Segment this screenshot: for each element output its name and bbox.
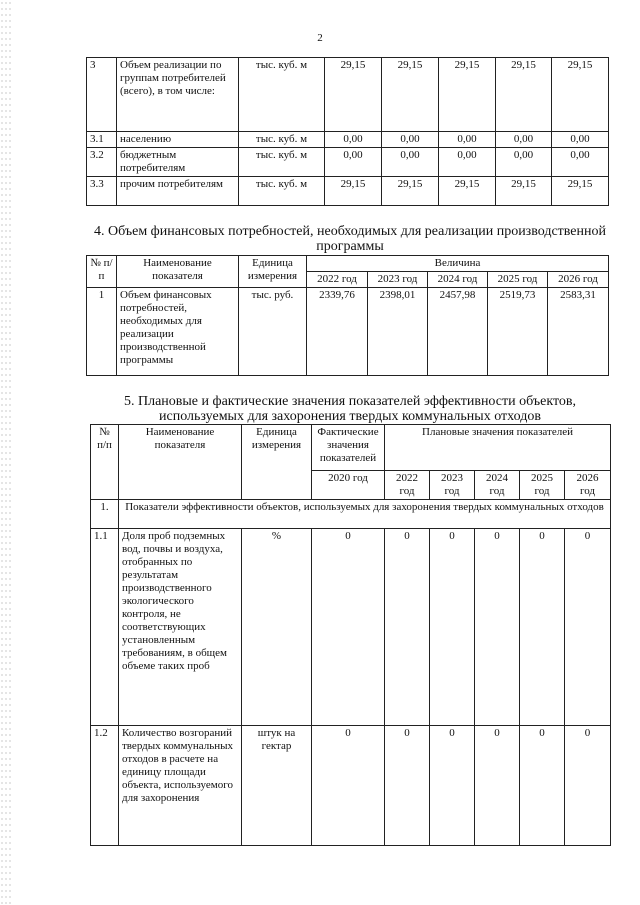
value-cell: 29,15 [325, 177, 382, 206]
row-unit: штук на гектар [242, 726, 312, 846]
header-fact-year: 2020 год [312, 471, 385, 500]
row-name: прочим потребителям [117, 177, 239, 206]
row-name: Количество возгораний твердых коммунальных отходов в расчете на единицу площади объекта, используемого для захоронения [119, 726, 242, 846]
value-cell: 0,00 [325, 132, 382, 148]
value-cell: 0 [520, 726, 565, 846]
row-unit: тыс. куб. м [239, 58, 325, 132]
value-cell: 29,15 [439, 58, 496, 132]
value-cell: 0 [385, 529, 430, 726]
value-cell: 0,00 [552, 148, 609, 177]
value-cell: 29,15 [325, 58, 382, 132]
row-name: населению [117, 132, 239, 148]
header-fact: Фактические значения показателей [312, 425, 385, 471]
row-name: Объем финансовых потребностей, необходимых для реализации производственной программы [117, 288, 239, 376]
row-number: 3.2 [87, 148, 117, 177]
header-num: № п/п [87, 256, 117, 288]
table-sales-volume [86, 57, 609, 206]
table-row [87, 148, 609, 177]
header-row [87, 256, 609, 272]
fact-cell: 0 [312, 726, 385, 846]
value-cell: 2339,76 [307, 288, 368, 376]
value-cell: 0,00 [439, 148, 496, 177]
header-unit: Единица измерения [242, 425, 312, 500]
value-cell: 0 [520, 529, 565, 726]
scan-edge-noise [0, 0, 12, 905]
row-name: бюджетным потребителям [117, 148, 239, 177]
section-5-title: 5. Плановые и фактические значения показателей эффективности объектов, используемых для захоронения твердых коммунальных отходов [123, 394, 576, 424]
row-number: 1.2 [91, 726, 119, 846]
value-cell: 0 [385, 726, 430, 846]
header-num: № п/п [91, 425, 119, 500]
group-row [91, 500, 611, 529]
group-number: 1. [91, 500, 119, 529]
group-title: Показатели эффективности объектов, используемых для захоронения твердых коммунальных отходов [119, 500, 611, 529]
row-number: 3 [87, 58, 117, 132]
value-cell: 0,00 [439, 132, 496, 148]
value-cell: 0,00 [382, 132, 439, 148]
table-row [87, 132, 609, 148]
row-name: Объем реализации по группам потребителей (всего), в том числе: [117, 58, 239, 132]
row-unit: тыс. руб. [239, 288, 307, 376]
value-cell: 29,15 [382, 58, 439, 132]
value-cell: 0,00 [496, 148, 552, 177]
header-year: 2023 год [430, 471, 475, 500]
header-value: Величина [307, 256, 609, 272]
value-cell: 0 [475, 529, 520, 726]
header-unit: Единица измерения [239, 256, 307, 288]
value-cell: 0,00 [382, 148, 439, 177]
header-year: 2022 год [307, 272, 368, 288]
row-number: 3.1 [87, 132, 117, 148]
row-unit: тыс. куб. м [239, 177, 325, 206]
row-number: 1.1 [91, 529, 119, 726]
value-cell: 29,15 [552, 177, 609, 206]
table-row [87, 58, 609, 132]
value-cell: 0 [430, 529, 475, 726]
value-cell: 2519,73 [488, 288, 548, 376]
header-row [91, 425, 611, 471]
header-year: 2026 год [548, 272, 609, 288]
fact-cell: 0 [312, 529, 385, 726]
value-cell: 2457,98 [428, 288, 488, 376]
value-cell: 29,15 [439, 177, 496, 206]
section-4-title: 4. Объем финансовых потребностей, необходимых для реализации производственной программы [93, 224, 606, 254]
table-row [91, 726, 611, 846]
value-cell: 0 [565, 529, 611, 726]
table-row [87, 177, 609, 206]
header-year: 2025 год [520, 471, 565, 500]
row-unit: тыс. куб. м [239, 148, 325, 177]
table-financial-needs [86, 255, 609, 376]
table-row [91, 529, 611, 726]
value-cell: 29,15 [552, 58, 609, 132]
header-year: 2022 год [385, 471, 430, 500]
header-name: Наименование показателя [119, 425, 242, 500]
value-cell: 0,00 [325, 148, 382, 177]
row-number: 3.3 [87, 177, 117, 206]
value-cell: 29,15 [496, 177, 552, 206]
row-number: 1 [87, 288, 117, 376]
header-year: 2026 год [565, 471, 611, 500]
header-year: 2024 год [428, 272, 488, 288]
table-row [87, 288, 609, 376]
row-name: Доля проб подземных вод, почвы и воздуха, отобранных по результатам производственного экологического контроля, не соответствующих установленным требованиям, в общем объеме таких проб [119, 529, 242, 726]
header-year: 2025 год [488, 272, 548, 288]
header-name: Наименование показателя [117, 256, 239, 288]
header-planned: Плановые значения показателей [385, 425, 611, 471]
value-cell: 2398,01 [368, 288, 428, 376]
row-unit: тыс. куб. м [239, 132, 325, 148]
value-cell: 29,15 [382, 177, 439, 206]
value-cell: 0,00 [496, 132, 552, 148]
page-number: 2 [317, 32, 323, 44]
value-cell: 0 [430, 726, 475, 846]
table-efficiency-indicators [90, 424, 611, 846]
header-year: 2023 год [368, 272, 428, 288]
value-cell: 29,15 [496, 58, 552, 132]
value-cell: 0,00 [552, 132, 609, 148]
value-cell: 2583,31 [548, 288, 609, 376]
value-cell: 0 [565, 726, 611, 846]
value-cell: 0 [475, 726, 520, 846]
header-year: 2024 год [475, 471, 520, 500]
row-unit: % [242, 529, 312, 726]
